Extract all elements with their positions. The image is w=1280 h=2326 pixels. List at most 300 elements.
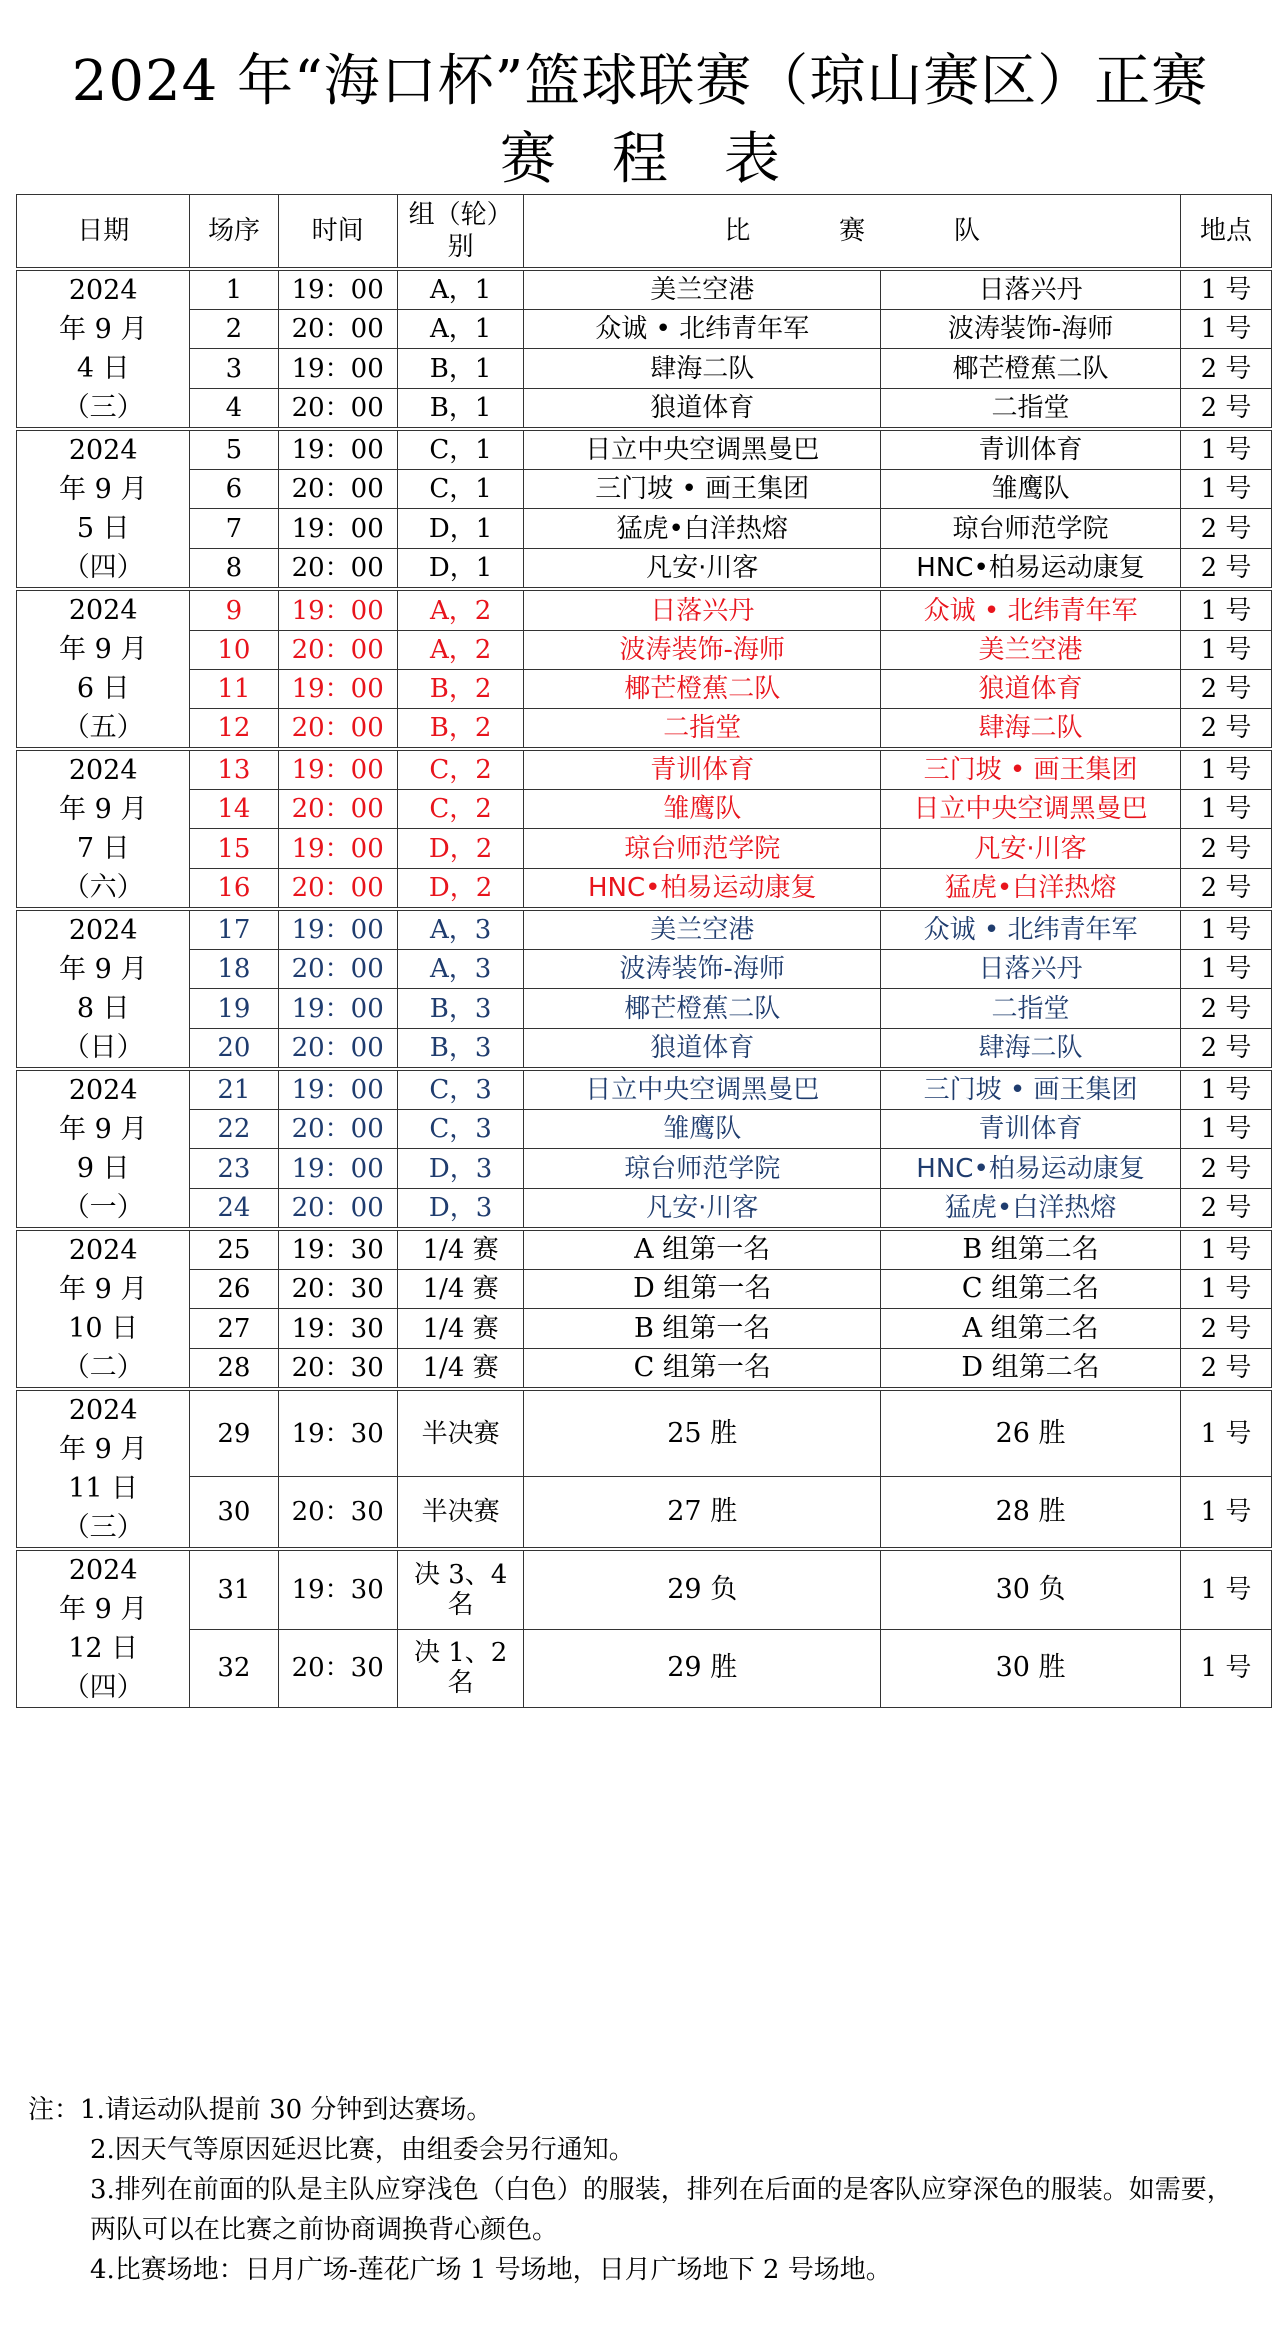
home-team-cell: 波涛装饰-海师 — [524, 631, 881, 670]
date-line: 2024 — [68, 435, 138, 466]
away-team-cell: 众诚 • 北纬青年军 — [881, 909, 1181, 950]
date-line: 年 9 月 — [59, 1274, 148, 1305]
match-row — [17, 631, 1272, 670]
round-cell: 1/4 赛 — [397, 1229, 523, 1270]
away-team-cell: 二指堂 — [881, 989, 1181, 1028]
time-cell: 19：00 — [278, 589, 397, 631]
date-line: 9 日 — [76, 1153, 130, 1184]
match-row — [17, 670, 1272, 709]
home-team-cell: C 组第一名 — [524, 1348, 881, 1389]
home-team-cell: 凡安·川客 — [524, 548, 881, 589]
match-no-cell: 2 — [190, 310, 278, 349]
match-no-cell: 11 — [190, 670, 278, 709]
match-no-cell: 13 — [190, 749, 278, 790]
away-team-cell: 椰芒橙蕉二队 — [881, 349, 1181, 388]
venue-cell: 2 号 — [1181, 509, 1272, 548]
home-team-cell: 29 胜 — [524, 1629, 881, 1707]
venue-cell: 2 号 — [1181, 670, 1272, 709]
venue-cell: 1 号 — [1181, 631, 1272, 670]
venue-cell: 1 号 — [1181, 1069, 1272, 1110]
round-cell: B，3 — [397, 989, 523, 1028]
match-no-cell: 16 — [190, 868, 278, 909]
home-team-cell: 雏鹰队 — [524, 790, 881, 829]
round-cell: A，2 — [397, 631, 523, 670]
date-line: 2024 — [68, 275, 138, 306]
venue-cell: 1 号 — [1181, 1270, 1272, 1309]
date-line: 年 9 月 — [59, 314, 148, 345]
time-cell: 19：00 — [278, 749, 397, 790]
venue-cell: 1 号 — [1181, 749, 1272, 790]
venue-cell: 2 号 — [1181, 349, 1272, 388]
away-team-cell: 肆海二队 — [881, 1028, 1181, 1069]
home-team-cell: 狼道体育 — [524, 388, 881, 429]
date-line: 2024 — [68, 1555, 138, 1586]
date-line: 2024 — [68, 1395, 138, 1426]
match-row — [17, 790, 1272, 829]
venue-cell: 1 号 — [1181, 1629, 1272, 1707]
away-team-cell: 肆海二队 — [881, 709, 1181, 749]
date-cell — [17, 1389, 190, 1549]
date-line: 11 日 — [68, 1473, 139, 1504]
round-cell: 1/4 赛 — [397, 1348, 523, 1389]
date-line: 4 日 — [76, 353, 130, 384]
date-cell — [17, 1549, 190, 1708]
match-row — [17, 749, 1272, 790]
date-line: 2024 — [68, 1075, 138, 1106]
time-cell: 20：00 — [278, 548, 397, 589]
home-team-cell: HNC•柏易运动康复 — [524, 868, 881, 909]
match-no-cell: 7 — [190, 509, 278, 548]
date-line: 7 日 — [76, 833, 130, 864]
time-cell: 19：00 — [278, 1069, 397, 1110]
match-no-cell: 5 — [190, 429, 278, 470]
time-cell: 20：30 — [278, 1629, 397, 1707]
date-line: 年 9 月 — [59, 634, 148, 665]
match-no-cell: 19 — [190, 989, 278, 1028]
match-no-cell: 26 — [190, 1270, 278, 1309]
day-group — [17, 1229, 1272, 1389]
header-time: 时间 — [278, 195, 397, 270]
page-subtitle: 赛 程 表 — [500, 127, 780, 192]
venue-cell: 1 号 — [1181, 310, 1272, 349]
round-line: 决 3、4 — [413, 1559, 508, 1590]
date-line: 年 9 月 — [59, 794, 148, 825]
away-team-cell: A 组第二名 — [881, 1309, 1181, 1348]
away-team-cell: 30 胜 — [881, 1629, 1181, 1707]
match-row — [17, 709, 1272, 749]
home-team-cell: B 组第一名 — [524, 1309, 881, 1348]
time-cell: 19：00 — [278, 829, 397, 868]
round-cell: C，2 — [397, 749, 523, 790]
venue-cell: 2 号 — [1181, 1028, 1272, 1069]
date-cell — [17, 749, 190, 909]
header-round-line1: 组（轮） — [408, 200, 513, 230]
header-teams-char2: 赛 — [839, 216, 866, 246]
home-team-cell: 27 胜 — [524, 1477, 881, 1549]
schedule-table — [16, 194, 1272, 1708]
match-no-cell: 28 — [190, 1348, 278, 1389]
round-line: 决 1、2 — [413, 1638, 508, 1669]
round-cell: 半决赛 — [397, 1477, 523, 1549]
page-title: 2024 年“海口杯”篮球联赛（琼山赛区）正赛 — [71, 49, 1209, 114]
date-line: 8 日 — [76, 993, 130, 1024]
round-cell: D，2 — [397, 829, 523, 868]
match-no-cell: 9 — [190, 589, 278, 631]
away-team-cell: 三门坡 • 画王集团 — [881, 1069, 1181, 1110]
match-no-cell: 4 — [190, 388, 278, 429]
match-no-cell: 1 — [190, 269, 278, 310]
venue-cell: 1 号 — [1181, 429, 1272, 470]
match-row — [17, 1477, 1272, 1549]
away-team-cell: 30 负 — [881, 1549, 1181, 1629]
venue-cell: 2 号 — [1181, 1348, 1272, 1389]
venue-cell: 2 号 — [1181, 548, 1272, 589]
away-team-cell: 日立中央空调黑曼巴 — [881, 790, 1181, 829]
home-team-cell: 美兰空港 — [524, 909, 881, 950]
home-team-cell: 25 胜 — [524, 1389, 881, 1477]
venue-cell: 1 号 — [1181, 950, 1272, 989]
match-row — [17, 1229, 1272, 1270]
away-team-cell: 二指堂 — [881, 388, 1181, 429]
match-row — [17, 1028, 1272, 1069]
date-cell — [17, 429, 190, 589]
day-group — [17, 589, 1272, 749]
note-1: 注：1.请运动队提前 30 分钟到达赛场。 — [28, 2095, 493, 2125]
date-line: （三） — [62, 1512, 144, 1543]
round-cell: D，3 — [397, 1149, 523, 1188]
match-no-cell: 32 — [190, 1629, 278, 1707]
match-row — [17, 1549, 1272, 1629]
away-team-cell: 26 胜 — [881, 1389, 1181, 1477]
date-line: 2024 — [68, 755, 138, 786]
match-no-cell: 3 — [190, 349, 278, 388]
match-no-cell: 24 — [190, 1188, 278, 1229]
round-cell: C，3 — [397, 1110, 523, 1149]
away-team-cell: 猛虎•白洋热熔 — [881, 868, 1181, 909]
match-no-cell: 15 — [190, 829, 278, 868]
note-3: 3.排列在前面的队是主队应穿浅色（白色）的服装，排列在后面的是客队应穿深色的服装。如需要，两队可以在比赛之前协商调换背心颜色。 — [90, 2175, 1233, 2245]
away-team-cell: 凡安·川客 — [881, 829, 1181, 868]
venue-cell: 1 号 — [1181, 909, 1272, 950]
venue-cell: 1 号 — [1181, 1389, 1272, 1477]
match-row — [17, 349, 1272, 388]
away-team-cell: 青训体育 — [881, 1110, 1181, 1149]
match-row — [17, 509, 1272, 548]
round-cell: B，1 — [397, 388, 523, 429]
match-row — [17, 589, 1272, 631]
round-cell: C，2 — [397, 790, 523, 829]
time-cell: 19：30 — [278, 1309, 397, 1348]
match-no-cell: 25 — [190, 1229, 278, 1270]
match-row — [17, 1069, 1272, 1110]
time-cell: 20：30 — [278, 1348, 397, 1389]
date-cell — [17, 269, 190, 429]
home-team-cell: 琼台师范学院 — [524, 1149, 881, 1188]
match-row — [17, 1309, 1272, 1348]
match-row — [17, 909, 1272, 950]
home-team-cell: 青训体育 — [524, 749, 881, 790]
header-venue: 地点 — [1181, 195, 1272, 270]
header-match-no: 场序 — [190, 195, 278, 270]
note-4: 4.比赛场地：日月广场-莲花广场 1 号场地，日月广场地下 2 号场地。 — [90, 2255, 892, 2285]
round-line: 名 — [447, 1589, 474, 1620]
date-line: 年 9 月 — [59, 954, 148, 985]
date-line: 10 日 — [68, 1313, 139, 1344]
round-cell: A，1 — [397, 269, 523, 310]
time-cell: 19：30 — [278, 1229, 397, 1270]
round-cell: D，1 — [397, 548, 523, 589]
time-cell: 20：00 — [278, 631, 397, 670]
date-line: 年 9 月 — [59, 1114, 148, 1145]
match-no-cell: 20 — [190, 1028, 278, 1069]
time-cell: 19：00 — [278, 349, 397, 388]
match-row — [17, 1110, 1272, 1149]
time-cell: 20：00 — [278, 868, 397, 909]
match-row — [17, 429, 1272, 470]
away-team-cell: C 组第二名 — [881, 1270, 1181, 1309]
time-cell: 19：30 — [278, 1389, 397, 1477]
match-row — [17, 310, 1272, 349]
home-team-cell: 猛虎•白洋热熔 — [524, 509, 881, 548]
date-line: 5 日 — [76, 513, 130, 544]
date-line: 2024 — [68, 595, 138, 626]
round-cell: B，2 — [397, 709, 523, 749]
date-cell — [17, 1069, 190, 1229]
date-line: 年 9 月 — [59, 474, 148, 505]
match-row — [17, 1348, 1272, 1389]
round-cell: A，3 — [397, 950, 523, 989]
round-cell: B，2 — [397, 670, 523, 709]
match-row — [17, 1149, 1272, 1188]
venue-cell: 1 号 — [1181, 1110, 1272, 1149]
round-cell: A，3 — [397, 909, 523, 950]
header-teams — [524, 195, 1181, 270]
time-cell: 20：00 — [278, 310, 397, 349]
date-line: （六） — [62, 872, 144, 903]
time-cell: 20：30 — [278, 1477, 397, 1549]
match-row — [17, 388, 1272, 429]
date-cell — [17, 909, 190, 1069]
match-no-cell: 22 — [190, 1110, 278, 1149]
date-line: 2024 — [68, 1235, 138, 1266]
time-cell: 20：00 — [278, 1188, 397, 1229]
match-no-cell: 30 — [190, 1477, 278, 1549]
match-no-cell: 23 — [190, 1149, 278, 1188]
venue-cell: 1 号 — [1181, 1477, 1272, 1549]
venue-cell: 1 号 — [1181, 1549, 1272, 1629]
header-teams-char3: 队 — [953, 216, 980, 246]
match-no-cell: 29 — [190, 1389, 278, 1477]
home-team-cell: 椰芒橙蕉二队 — [524, 989, 881, 1028]
home-team-cell: 波涛装饰-海师 — [524, 950, 881, 989]
date-line: 12 日 — [68, 1633, 139, 1664]
match-row — [17, 548, 1272, 589]
match-row — [17, 470, 1272, 509]
day-group — [17, 1549, 1272, 1708]
round-cell: B，1 — [397, 349, 523, 388]
venue-cell: 2 号 — [1181, 1188, 1272, 1229]
round-cell: 半决赛 — [397, 1389, 523, 1477]
round-cell: C，1 — [397, 429, 523, 470]
date-line: （四） — [62, 1672, 144, 1703]
round-cell — [397, 1549, 523, 1629]
day-group — [17, 909, 1272, 1069]
round-cell — [397, 1629, 523, 1707]
match-no-cell: 12 — [190, 709, 278, 749]
away-team-cell: 雏鹰队 — [881, 470, 1181, 509]
away-team-cell: 美兰空港 — [881, 631, 1181, 670]
round-cell: C，3 — [397, 1069, 523, 1110]
time-cell: 19：00 — [278, 509, 397, 548]
away-team-cell: 猛虎•白洋热熔 — [881, 1188, 1181, 1229]
time-cell: 19：00 — [278, 269, 397, 310]
home-team-cell: D 组第一名 — [524, 1270, 881, 1309]
home-team-cell: 日立中央空调黑曼巴 — [524, 1069, 881, 1110]
home-team-cell: 狼道体育 — [524, 1028, 881, 1069]
home-team-cell: 凡安·川客 — [524, 1188, 881, 1229]
venue-cell: 2 号 — [1181, 989, 1272, 1028]
header-round — [397, 195, 523, 270]
away-team-cell: 青训体育 — [881, 429, 1181, 470]
match-no-cell: 14 — [190, 790, 278, 829]
away-team-cell: B 组第二名 — [881, 1229, 1181, 1270]
away-team-cell: 狼道体育 — [881, 670, 1181, 709]
time-cell: 20：00 — [278, 790, 397, 829]
time-cell: 19：00 — [278, 429, 397, 470]
away-team-cell: HNC•柏易运动康复 — [881, 1149, 1181, 1188]
day-group — [17, 1069, 1272, 1229]
date-line: （二） — [62, 1352, 144, 1383]
date-line: （四） — [62, 552, 144, 583]
venue-cell: 1 号 — [1181, 589, 1272, 631]
match-no-cell: 10 — [190, 631, 278, 670]
match-row — [17, 829, 1272, 868]
match-no-cell: 21 — [190, 1069, 278, 1110]
date-line: （五） — [62, 712, 144, 743]
home-team-cell: 日落兴丹 — [524, 589, 881, 631]
venue-cell: 1 号 — [1181, 269, 1272, 310]
time-cell: 20：00 — [278, 388, 397, 429]
home-team-cell: 美兰空港 — [524, 269, 881, 310]
home-team-cell: 三门坡 • 画王集团 — [524, 470, 881, 509]
home-team-cell: 29 负 — [524, 1549, 881, 1629]
match-no-cell: 18 — [190, 950, 278, 989]
header-date: 日期 — [17, 195, 190, 270]
home-team-cell: 日立中央空调黑曼巴 — [524, 429, 881, 470]
round-cell: B，3 — [397, 1028, 523, 1069]
round-cell: 1/4 赛 — [397, 1270, 523, 1309]
away-team-cell: 28 胜 — [881, 1477, 1181, 1549]
home-team-cell: 椰芒橙蕉二队 — [524, 670, 881, 709]
away-team-cell: 三门坡 • 画王集团 — [881, 749, 1181, 790]
home-team-cell: 雏鹰队 — [524, 1110, 881, 1149]
match-row — [17, 1389, 1272, 1477]
match-row — [17, 1270, 1272, 1309]
match-no-cell: 8 — [190, 548, 278, 589]
match-no-cell: 6 — [190, 470, 278, 509]
time-cell: 20：00 — [278, 1028, 397, 1069]
round-cell: A，2 — [397, 589, 523, 631]
date-line: 年 9 月 — [59, 1434, 148, 1465]
time-cell: 19：00 — [278, 670, 397, 709]
time-cell: 20：00 — [278, 1110, 397, 1149]
time-cell: 20：00 — [278, 950, 397, 989]
date-line: 2024 — [68, 915, 138, 946]
home-team-cell: 二指堂 — [524, 709, 881, 749]
notes — [28, 2090, 1258, 2290]
day-group — [17, 429, 1272, 589]
venue-cell: 2 号 — [1181, 388, 1272, 429]
away-team-cell: HNC•柏易运动康复 — [881, 548, 1181, 589]
home-team-cell: 琼台师范学院 — [524, 829, 881, 868]
date-line: （日） — [62, 1032, 144, 1063]
date-line: （三） — [62, 392, 144, 423]
match-row — [17, 1188, 1272, 1229]
away-team-cell: 琼台师范学院 — [881, 509, 1181, 548]
away-team-cell: 众诚 • 北纬青年军 — [881, 589, 1181, 631]
home-team-cell: 众诚 • 北纬青年军 — [524, 310, 881, 349]
day-group — [17, 269, 1272, 429]
day-group — [17, 749, 1272, 909]
round-cell: D，2 — [397, 868, 523, 909]
match-row — [17, 269, 1272, 310]
home-team-cell: 肆海二队 — [524, 349, 881, 388]
time-cell: 19：00 — [278, 989, 397, 1028]
time-cell: 20：00 — [278, 709, 397, 749]
date-line: （一） — [62, 1192, 144, 1223]
venue-cell: 2 号 — [1181, 1309, 1272, 1348]
date-line: 6 日 — [76, 673, 130, 704]
header-round-line2: 别 — [447, 232, 474, 262]
round-cell: A，1 — [397, 310, 523, 349]
date-line: 年 9 月 — [59, 1594, 148, 1625]
away-team-cell: 日落兴丹 — [881, 950, 1181, 989]
match-row — [17, 1629, 1272, 1707]
venue-cell: 2 号 — [1181, 829, 1272, 868]
venue-cell: 2 号 — [1181, 868, 1272, 909]
note-2: 2.因天气等原因延迟比赛，由组委会另行通知。 — [90, 2135, 635, 2165]
round-cell: 1/4 赛 — [397, 1309, 523, 1348]
venue-cell: 2 号 — [1181, 709, 1272, 749]
home-team-cell: A 组第一名 — [524, 1229, 881, 1270]
round-cell: D，1 — [397, 509, 523, 548]
match-no-cell: 27 — [190, 1309, 278, 1348]
time-cell: 20：30 — [278, 1270, 397, 1309]
away-team-cell: 日落兴丹 — [881, 269, 1181, 310]
header-row — [17, 195, 1272, 270]
match-no-cell: 17 — [190, 909, 278, 950]
venue-cell: 1 号 — [1181, 790, 1272, 829]
date-cell — [17, 589, 190, 749]
round-cell: C，1 — [397, 470, 523, 509]
header-teams-char1: 比 — [724, 216, 751, 246]
away-team-cell: 波涛装饰-海师 — [881, 310, 1181, 349]
venue-cell: 1 号 — [1181, 1229, 1272, 1270]
match-row — [17, 868, 1272, 909]
match-row — [17, 989, 1272, 1028]
time-cell: 19：00 — [278, 909, 397, 950]
venue-cell: 2 号 — [1181, 1149, 1272, 1188]
time-cell: 19：30 — [278, 1549, 397, 1629]
round-line: 名 — [447, 1668, 474, 1699]
date-cell — [17, 1229, 190, 1389]
day-group — [17, 1389, 1272, 1549]
away-team-cell: D 组第二名 — [881, 1348, 1181, 1389]
round-cell: D，3 — [397, 1188, 523, 1229]
venue-cell: 1 号 — [1181, 470, 1272, 509]
time-cell: 20：00 — [278, 470, 397, 509]
match-row — [17, 950, 1272, 989]
